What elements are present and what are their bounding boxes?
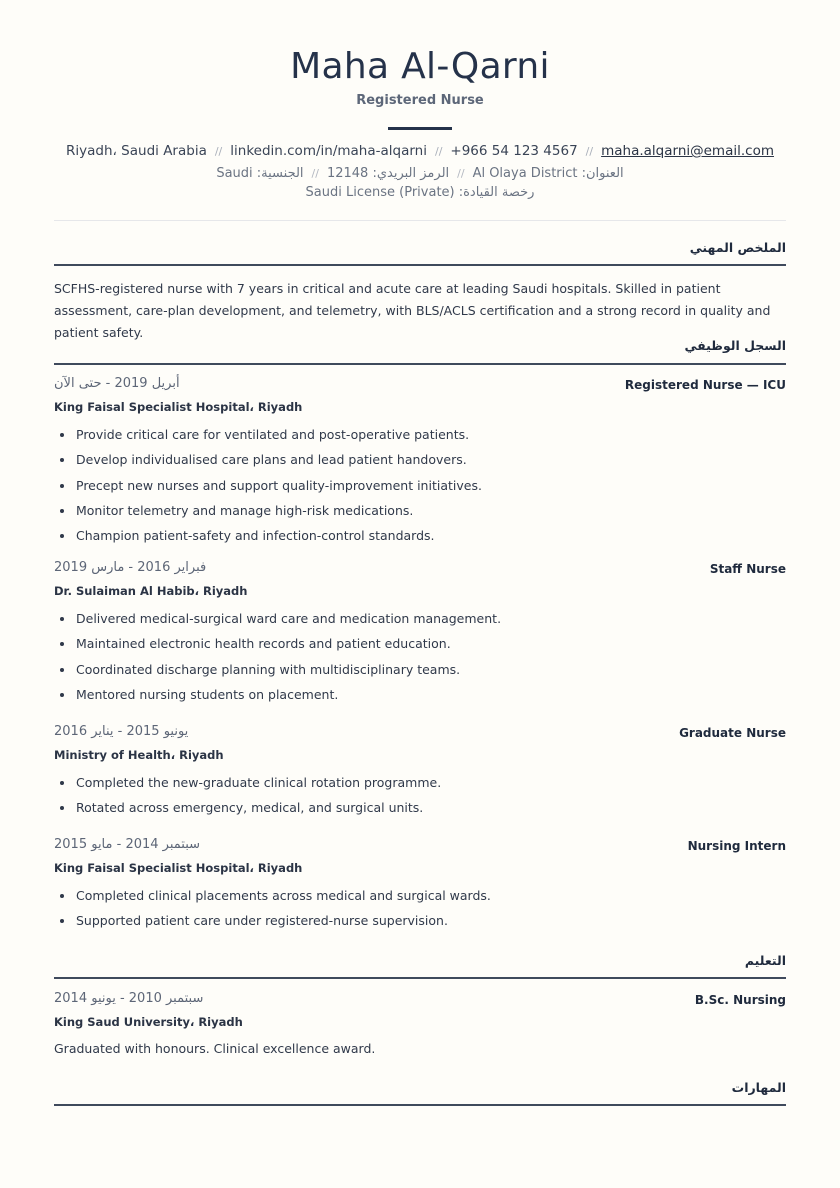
linkedin-link[interactable]: linkedin.com/in/maha-alqarni bbox=[230, 143, 427, 159]
resume-page bbox=[54, 0, 786, 1188]
phone-text: +966 54 123 4567 bbox=[450, 143, 578, 159]
license-line bbox=[54, 185, 786, 200]
email-link[interactable]: maha.alqarni@email.com bbox=[601, 143, 774, 159]
skills-heading: المهارات bbox=[731, 1080, 786, 1095]
contact-line bbox=[54, 143, 786, 159]
job-role: Staff Nurse bbox=[709, 562, 786, 576]
section-rule bbox=[54, 264, 786, 266]
separator: // bbox=[585, 145, 594, 158]
education-institution: King Saud University، Riyadh bbox=[54, 1015, 243, 1029]
job-role: Registered Nurse — ICU bbox=[624, 378, 786, 392]
job-bullet: Provide critical care for ventilated and post-operative patients. bbox=[54, 426, 482, 451]
section-rule bbox=[54, 1104, 786, 1106]
job-bullet: Maintained electronic health records and patient education. bbox=[54, 635, 501, 660]
job-dates: أبريل 2019 - حتى الآن bbox=[54, 376, 180, 391]
education-note: Graduated with honours. Clinical excellence award. bbox=[54, 1041, 376, 1056]
job-bullets bbox=[54, 426, 482, 552]
job-dates: يونيو 2015 - يناير 2016 bbox=[54, 724, 189, 739]
job-dates: سبتمبر 2014 - مايو 2015 bbox=[54, 837, 201, 852]
education-dates: سبتمبر 2010 - يونيو 2014 bbox=[54, 991, 204, 1006]
job-bullet: Completed clinical placements across medical and surgical wards. bbox=[54, 887, 491, 912]
job-role: Graduate Nurse bbox=[679, 726, 786, 740]
job-bullet: Supported patient care under registered-nurse supervision. bbox=[54, 912, 491, 937]
job-bullet: Monitor telemetry and manage high-risk medications. bbox=[54, 502, 482, 527]
header-divider bbox=[54, 220, 786, 221]
job-organization: King Faisal Specialist Hospital، Riyadh bbox=[54, 861, 303, 875]
job-role: Nursing Intern bbox=[687, 839, 786, 853]
job-bullets bbox=[54, 610, 501, 711]
job-bullet: Develop individualised care plans and lead patient handovers. bbox=[54, 451, 482, 476]
summary-heading: الملخص المهني bbox=[689, 240, 786, 255]
job-organization: Ministry of Health، Riyadh bbox=[54, 748, 224, 762]
education-degree: B.Sc. Nursing bbox=[694, 993, 786, 1007]
separator: // bbox=[457, 167, 465, 180]
header-accent-rule bbox=[388, 127, 452, 130]
location-text: Riyadh، Saudi Arabia bbox=[66, 143, 207, 159]
job-bullet: Completed the new-graduate clinical rotation programme. bbox=[54, 774, 441, 799]
nationality-text: الجنسية: Saudi bbox=[216, 166, 304, 181]
job-bullet: Rotated across emergency, medical, and surgical units. bbox=[54, 799, 441, 824]
experience-heading: السجل الوظيفي bbox=[684, 338, 786, 353]
job-bullets bbox=[54, 774, 441, 825]
education-heading: التعليم bbox=[744, 953, 786, 968]
job-bullet: Precept new nurses and support quality-improvement initiatives. bbox=[54, 477, 482, 502]
personal-details-line bbox=[54, 166, 786, 181]
candidate-name: Maha Al-Qarni bbox=[290, 46, 550, 87]
separator: // bbox=[214, 145, 223, 158]
job-bullet: Champion patient-safety and infection-control standards. bbox=[54, 527, 482, 552]
job-organization: King Faisal Specialist Hospital، Riyadh bbox=[54, 400, 303, 414]
job-dates: فبراير 2016 - مارس 2019 bbox=[54, 560, 207, 575]
job-bullets bbox=[54, 887, 491, 938]
job-bullet: Delivered medical-surgical ward care and medication management. bbox=[54, 610, 501, 635]
postal-code-text: الرمز البريدي: 12148 bbox=[326, 166, 450, 181]
summary-text: SCFHS-registered nurse with 7 years in critical and acute care at leading Saudi hospitals. Skilled in patient assessment, care-plan development, and telemetry, with BLS/ACLS certification and a strong record in quality and patient safety. bbox=[54, 281, 771, 340]
section-rule bbox=[54, 977, 786, 979]
job-bullet: Coordinated discharge planning with multidisciplinary teams. bbox=[54, 661, 501, 686]
license-text: رخصة القيادة: Saudi License (Private) bbox=[305, 185, 535, 200]
section-rule bbox=[54, 363, 786, 365]
separator: // bbox=[311, 167, 319, 180]
job-bullet: Mentored nursing students on placement. bbox=[54, 686, 501, 711]
job-organization: Dr. Sulaiman Al Habib، Riyadh bbox=[54, 584, 248, 598]
separator: // bbox=[434, 145, 443, 158]
address-text: العنوان: Al Olaya District bbox=[472, 166, 624, 181]
job-title: Registered Nurse bbox=[356, 93, 484, 108]
